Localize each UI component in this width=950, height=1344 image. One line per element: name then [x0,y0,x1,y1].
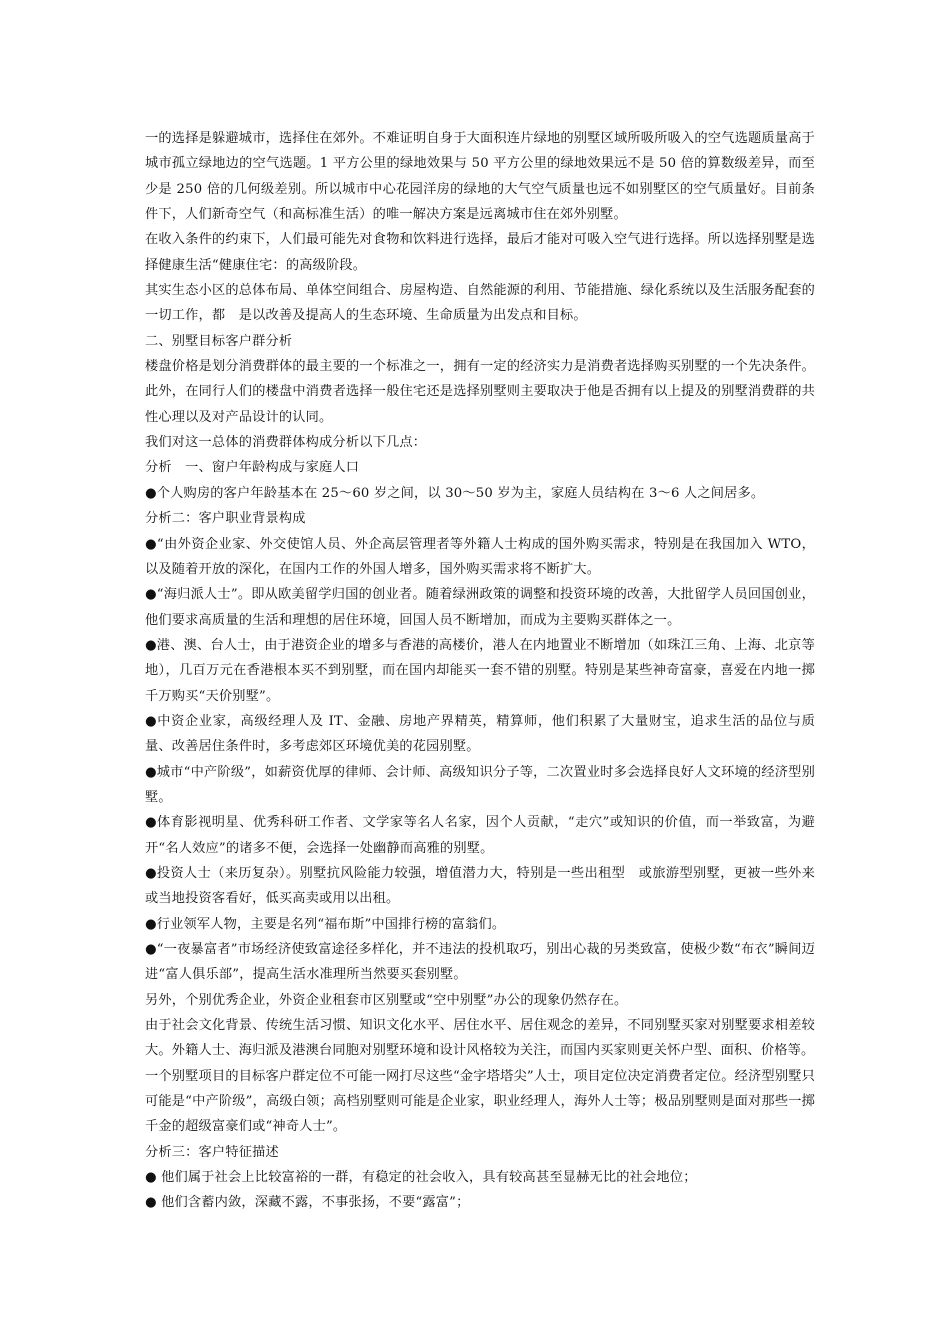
paragraph-analysis-intro: 我们对这一总体的消费群体构成分析以下几点： [145,435,427,451]
subheading-analysis-two: 分析二：客户职业背景构成 [145,511,306,527]
bullet-foreign-buyers: ●“由外资企业家、外交使馆人员、外企高层管理者等外籍人士构成的国外购买需求，特别是在我国加入 WTO，以及随着开放的深化，在国内工作的外国人增多，国外购买需求将不断扩大。 [145,536,815,577]
paragraph-enterprises: 另外，个别优秀企业，外资企业租套市区别墅或“空中别墅”办公的现象仍然存在。 [145,992,628,1008]
bullet-investors: ●投资人士（来历复杂）。别墅抗风险能力较强，增值潜力大，特别是一些出租型 或旅游型别墅，更被一些外来或当地投资客看好，低买高卖或用以出租。 [145,865,815,907]
paragraph-income-constraint: 在收入条件的约束下，人们最可能先对食物和饮料进行选择，最后才能对可吸入空气进行选择。所以选择别墅是选择健康生活“健康住宅：的高级阶段。 [145,232,815,273]
bullet-returnees: ●“海归派人士”。即从欧美留学归国的创业者。随着绿洲政策的调整和投资环境的改善，大批留学人员回国创业，他们要求高质量的生活和理想的居住环境，回国人员不断增加，而成为主要购买群体之一。 [145,587,815,628]
document-body [145,126,815,1216]
paragraph-cultural-differences: 由于社会文化背景、传统生活习惯、知识文化水平、居住水平、居住观念的差异，不同别墅买家对别墅要求相差较大。外籍人士、海归派及港澳台同胞对别墅环境和设计风格较为关注，而国内买家则更关怀户型、面积、价格等。 [145,1018,815,1059]
subheading-analysis-one: 分析 一、窗户年龄构成与家庭人口 [145,460,360,476]
bullet-chinese-entrepreneurs: ●中资企业家，高级经理人及 IT、金融、房地产界精英，精算师，他们积累了大量财宝，追求生活的品位与质量、改善居住条件时，多考虑郊区环境优美的花园别墅。 [145,713,815,755]
paragraph-positioning: 一个别墅项目的目标客户群定位不可能一网打尽这些“金字塔塔尖”人士，项目定位决定消费者定位。经济型别墅只可能是“中产阶级”，高级白领；高档别墅则可能是企业家，职业经理人，海外人士等；极品别墅则是面对那些一掷千金的超级富豪们或“神奇人士”。 [145,1068,815,1135]
bullet-age-structure: ●个人购房的客户年龄基本在 25～60 岁之间，以 30～50 岁为主，家庭人员结构在 3～6 人之间居多。 [145,485,765,501]
subheading-analysis-three: 分析三：客户特征描述 [145,1144,279,1160]
bullet-industry-leaders: ●行业领军人物，主要是名列“福布斯”中国排行榜的富翁们。 [145,916,506,932]
bullet-overnight-rich: ●“一夜暴富者”市场经济使致富途径多样化，并不违法的投机取巧，别出心裁的另类致富，使极少数“布衣”瞬间迈进“富人俱乐部”，提高生活水准理所当然要买套别墅。 [145,942,815,983]
bullet-middle-class: ●城市“中产阶级”，如薪资优厚的律师、会计师、高级知识分子等，二次置业时多会选择良好人文环境的经济型别墅。 [145,764,815,805]
section-heading-target-customers: 二、别墅目标客户群分析 [145,333,293,349]
bullet-celebrities: ●体育影视明星、优秀科研工作者、文学家等名人名家，因个人贡献，“走穴”或知识的价值，而一举致富，为避开“名人效应”的诸多不便，会选择一处幽静而高雅的别墅。 [145,815,815,856]
paragraph-air-quality: 一的选择是躲避城市，选择住在郊外。不难证明自身于大面积连片绿地的别墅区域所吸所吸入的空气选题质量高于城市孤立绿地边的空气选题。1 平方公里的绿地效果与 50 平方公里的绿地效果远不是 50 倍的算数级差异，而至少是 250 倍的几何级差别。所以城市中心花园洋房的绿地的大气空气质量也远不如别墅区的空气质量好。目前条件下，人们新奇空气（和高标准生活）的唯一解决方案是远离城市住在郊外别墅。 [145,131,815,223]
bullet-hk-macau-taiwan: ●港、澳、台人士，由于港资企业的增多与香港的高楼价，港人在内地置业不断增加（如珠江三角、上海、北京等地），几百万元在香港根本买不到别墅，而在国内却能买一套不错的别墅。特别是某些神奇富豪，喜爱在内地一掷千万购买“天价别墅”。 [145,637,815,704]
bullet-reserved-character: ● 他们含蓄内敛，深藏不露，不事张扬，不要“露富”； [145,1195,470,1211]
paragraph-price-standard: 楼盘价格是划分消费群体的最主要的一个标准之一，拥有一定的经济实力是消费者选择购买别墅的一个先决条件。此外，在同行人们的楼盘中消费者选择一般住宅还是选择别墅则主要取决于他是否拥有以上提及的别墅消费群的共性心理以及对产品设计的认同。 [145,359,815,425]
bullet-wealthy-group: ● 他们属于社会上比较富裕的一群，有稳定的社会收入，具有较高甚至显赫无比的社会地位； [145,1170,697,1186]
paragraph-eco-community: 其实生态小区的总体布局、单体空间组合、房屋构造、自然能源的利用、节能措施、绿化系统以及生活服务配套的一切工作，都 是以改善及提高人的生态环境、生命质量为出发点和目标。 [145,283,815,324]
